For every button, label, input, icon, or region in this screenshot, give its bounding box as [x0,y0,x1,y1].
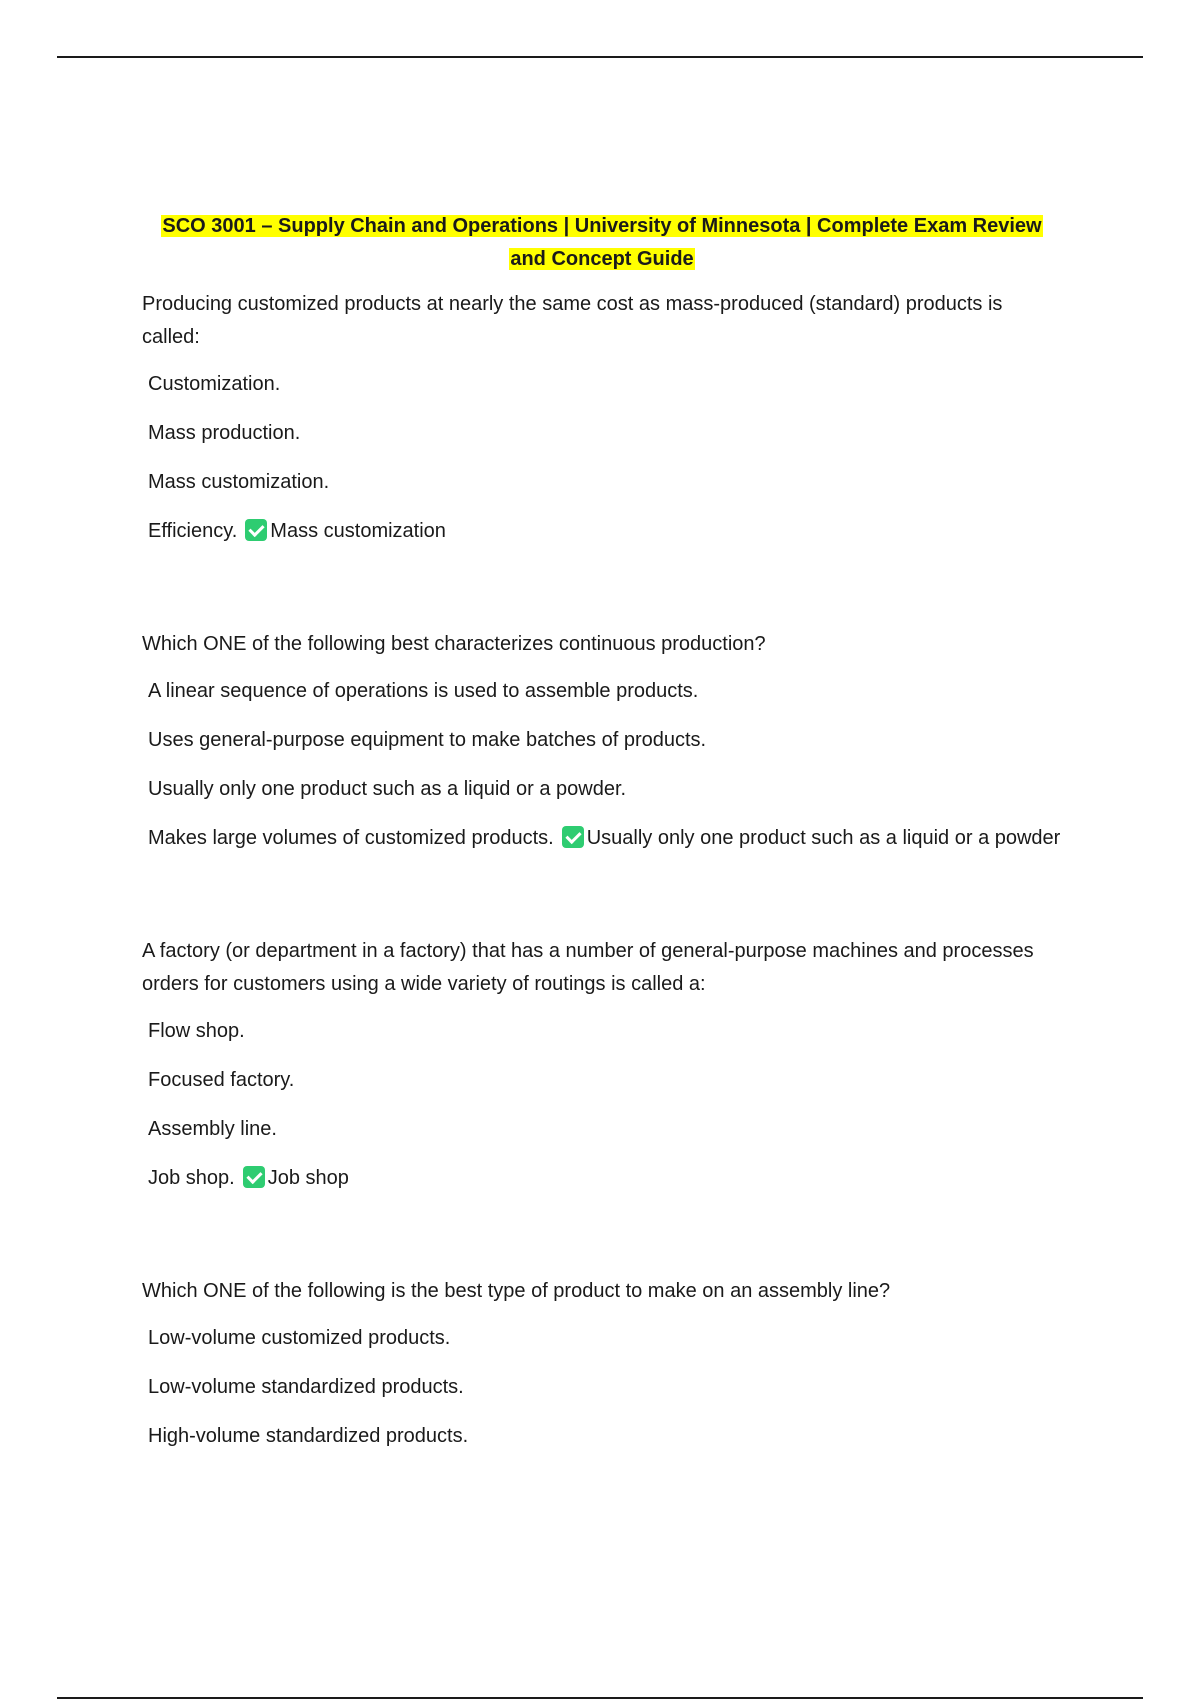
document-page [142,210,1062,1469]
option: High-volume standardized products. [148,1425,469,1447]
question-block-2 [142,628,1062,855]
option: Mass production. [148,422,301,444]
option-with-answer [142,822,1062,855]
check-mark-icon [243,1166,265,1188]
option: Uses general-purpose equipment to make batches of products. [148,729,707,751]
question-text: Which ONE of the following is the best type of product to make on an assembly line? [142,1280,891,1302]
option: Flow shop. [148,1020,245,1042]
check-mark-icon [245,519,267,541]
option-with-answer [142,515,1062,548]
document-title [142,210,1062,276]
answer-text: Job shop [267,1167,349,1189]
top-rule [57,56,1143,58]
option: Usually only one product such as a liquid or a powder. [148,778,627,800]
check-mark-icon [562,826,584,848]
option: Assembly line. [148,1118,277,1140]
bottom-rule [57,1697,1143,1699]
option: Efficiency. [148,520,238,542]
question-block-4 [142,1275,1062,1453]
option: Focused factory. [148,1069,295,1091]
option-with-answer [142,1162,1062,1195]
title-line-2: and Concept Guide [510,248,694,270]
answer-text: Usually only one product such as a liquid or a powder [586,827,1061,849]
question-block-1 [142,288,1062,548]
option: Mass customization. [148,471,330,493]
option: Job shop. [148,1167,235,1189]
option: Low-volume customized products. [148,1327,451,1349]
question-block-3 [142,935,1062,1195]
answer-text: Mass customization [270,520,446,542]
option: Customization. [148,373,281,395]
question-text: A factory (or department in a factory) that has a number of general-purpose machines and processes orders for customers using a wide variety of routings is called a: [142,940,1034,995]
option: A linear sequence of operations is used to assemble products. [148,680,699,702]
option: Low-volume standardized products. [148,1376,464,1398]
title-line-1: SCO 3001 – Supply Chain and Operations | University of Minnesota | Complete Exam Review [162,215,1042,237]
option: Makes large volumes of customized products. [148,827,554,849]
question-text: Producing customized products at nearly the same cost as mass-produced (standard) products is called: [142,293,1003,348]
question-text: Which ONE of the following best characterizes continuous production? [142,633,766,655]
